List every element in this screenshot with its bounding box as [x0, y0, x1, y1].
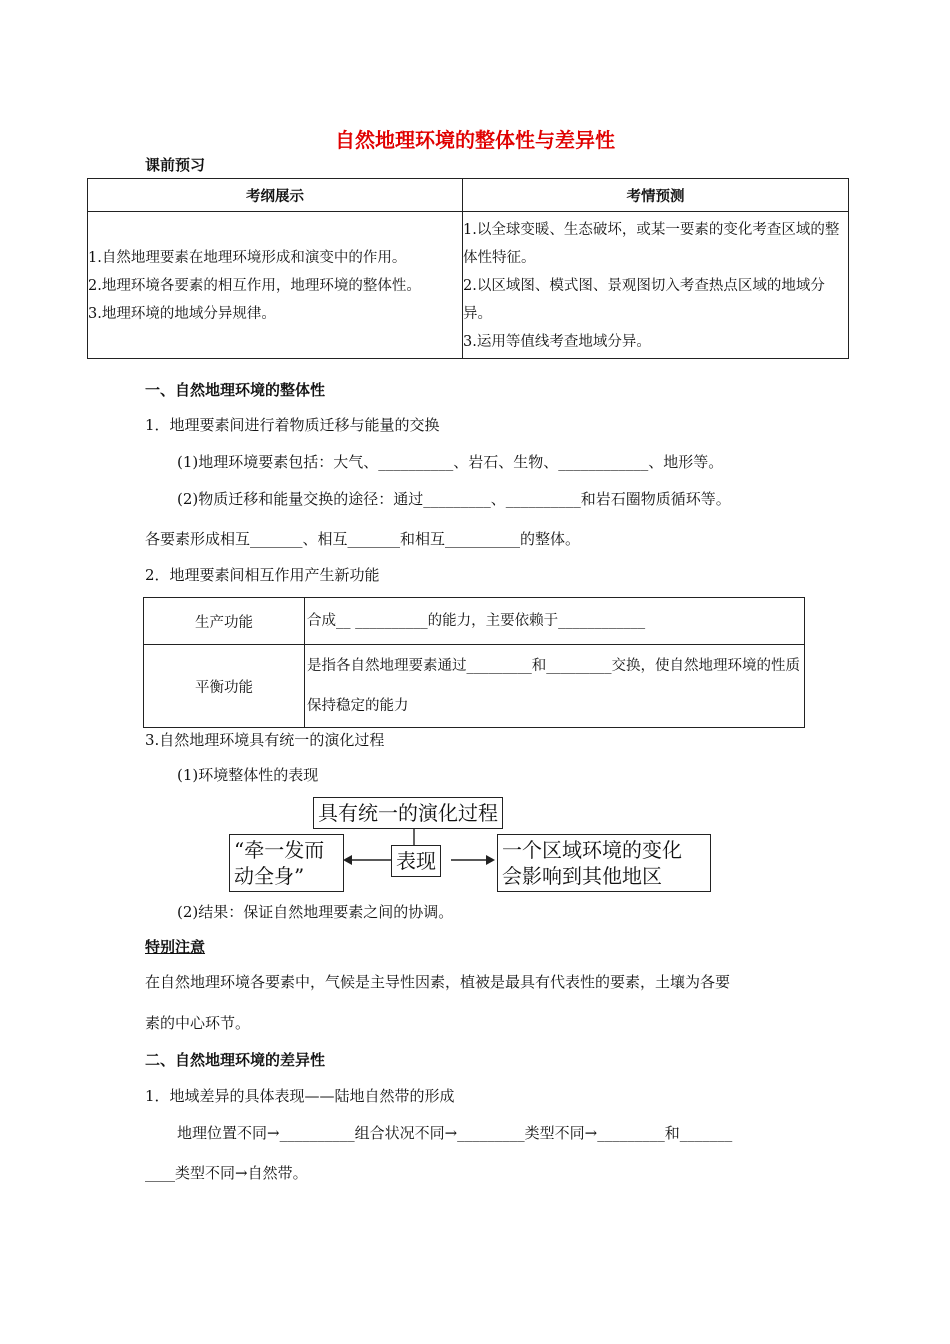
function-row1-content: 合成__ __________的能力，主要依赖于____________ [305, 598, 805, 645]
diagram-left-box [229, 834, 344, 892]
diagram-top-box: 具有统一的演化过程 [313, 797, 503, 829]
outline-col2-cell [463, 212, 849, 359]
outline-col1-line: 1.自然地理要素在地理环境形成和演变中的作用。 [88, 250, 407, 266]
section1-item2: 2．地理要素间相互作用产生新功能 [145, 566, 380, 584]
function-row2-content: 是指各自然地理要素通过_________和_________交换，使自然地理环境的性质保持稳定的能力 [305, 645, 805, 728]
arrow-left-icon [343, 855, 352, 865]
diagram-center-box: 表现 [391, 845, 441, 877]
section2-item1: 1．地域差异的具体表现——陆地自然带的形成 [145, 1087, 455, 1105]
section1-item1-a: (1)地理环境要素包括：大气、__________、岩石、生物、____________、地形等。 [177, 453, 724, 471]
section2-chain-line1: 地理位置不同→__________组合状况不同→_________类型不同→_________和_______ [177, 1124, 733, 1142]
section2-chain-line2: ____类型不同→自然带。 [145, 1164, 308, 1182]
outline-col2-header: 考情预测 [463, 179, 849, 212]
document-title: 自然地理环境的整体性与差异性 [335, 128, 615, 152]
diagram-right-line1: 一个区域环境的变化 [502, 838, 682, 862]
function-row2-label: 平衡功能 [144, 645, 305, 728]
preview-label: 课前预习 [145, 156, 206, 174]
section1-item3: 3.自然地理环境具有统一的演化过程 [145, 731, 385, 749]
outline-col1-line: 2.地理环境各要素的相互作用，地理环境的整体性。 [88, 278, 421, 294]
section2-heading: 二、自然地理环境的差异性 [145, 1051, 326, 1069]
outline-col1-line: 3.地理环境的地域分异规律。 [88, 306, 276, 322]
section1-item1: 1．地理要素间进行着物质迁移与能量的交换 [145, 416, 440, 434]
note-line2: 素的中心环节。 [145, 1014, 251, 1032]
section1-item3-a: (1)环境整体性的表现 [177, 766, 319, 784]
note-line1: 在自然地理环境各要素中，气候是主导性因素，植被是最具有代表性的要素，土壤为各要 [145, 973, 731, 991]
outline-col1-cell [88, 212, 463, 359]
diagram-left-line2: 动全身” [234, 864, 305, 888]
diagram-left-line1: “牵一发而 [234, 838, 325, 862]
outline-table [87, 178, 849, 359]
function-row1-label: 生产功能 [144, 598, 305, 645]
note-heading: 特别注意 [145, 938, 206, 956]
outline-col2-line: 3.运用等值线考查地域分异。 [463, 334, 651, 350]
section1-item1-b: (2)物质迁移和能量交换的途径：通过_________、__________和岩石圈物质循环等。 [177, 490, 731, 508]
outline-col2-line: 2.以区域图、模式图、景观图切入考查热点区域的地域分异。 [463, 278, 825, 322]
function-table [143, 597, 805, 728]
arrow-right-icon [486, 855, 495, 865]
outline-col1-header: 考纲展示 [88, 179, 463, 212]
section1-item1-c: 各要素形成相互_______、相互_______和相互__________的整体。 [145, 530, 581, 548]
section1-heading: 一、自然地理环境的整体性 [145, 381, 326, 399]
outline-col2-line: 1.以全球变暖、生态破坏，或某一要素的变化考查区域的整体性特征。 [463, 222, 840, 266]
diagram-right-box [497, 834, 711, 892]
section1-item3-b: (2)结果：保证自然地理要素之间的协调。 [177, 903, 454, 921]
diagram-right-line2: 会影响到其他地区 [502, 864, 662, 888]
